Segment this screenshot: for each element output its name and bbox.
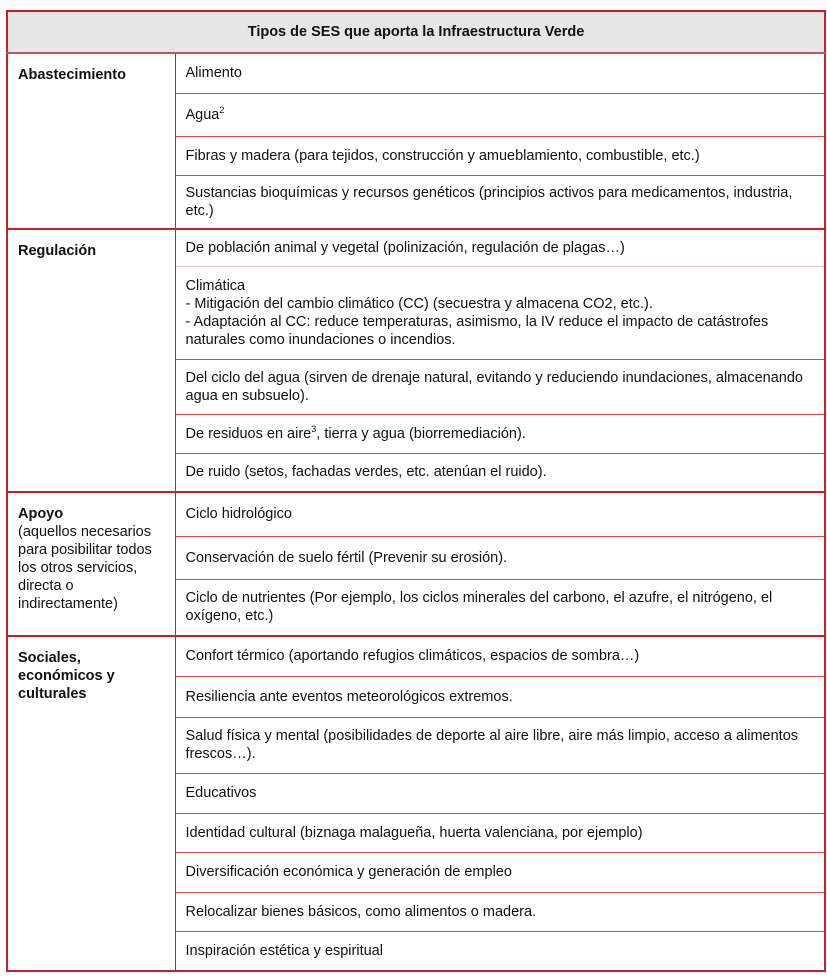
service-item <box>175 414 825 453</box>
service-item: Del ciclo del agua (sirven de drenaje natural, evitando y reduciendo inundaciones, almacenando agua en subsuelo). <box>175 359 825 414</box>
footnote-ref: 2 <box>219 104 225 115</box>
service-item: Confort térmico (aportando refugios climáticos, espacios de sombra…) <box>175 636 825 676</box>
service-item: De ruido (setos, fachadas verdes, etc. atenúan el ruido). <box>175 453 825 492</box>
category-abastecimiento <box>7 53 175 229</box>
category-title: Abastecimiento <box>18 67 126 83</box>
service-item: Conservación de suelo fértil (Prevenir su erosión). <box>175 536 825 579</box>
category-title: Apoyo <box>18 506 64 522</box>
service-line: - Adaptación al CC: reduce temperaturas, asimismo, la IV reduce el impacto de catástrofes naturales como inundaciones o incendios. <box>185 313 769 348</box>
service-item: Salud física y mental (posibilidades de deporte al aire libre, aire más limpio, acceso a alimentos frescos…). <box>175 717 825 773</box>
table-row <box>7 492 825 536</box>
service-item: Diversificación económica y generación de empleo <box>175 852 825 892</box>
service-item: Inspiración estética y espiritual <box>175 931 825 971</box>
service-item: Alimento <box>175 53 825 93</box>
ses-table <box>6 10 826 972</box>
service-item: Ciclo hidrológico <box>175 492 825 536</box>
service-item: Resiliencia ante eventos meteorológicos extremos. <box>175 676 825 717</box>
table-row <box>7 636 825 676</box>
table-row <box>7 229 825 266</box>
footnote-ref: 3 <box>311 423 317 434</box>
table-title: Tipos de SES que aporta la Infraestructura Verde <box>7 11 825 53</box>
service-item: Relocalizar bienes básicos, como alimentos o madera. <box>175 892 825 931</box>
category-regulacion <box>7 229 175 492</box>
service-item: Fibras y madera (para tejidos, construcción y amueblamiento, combustible, etc.) <box>175 136 825 175</box>
service-line: Climática <box>185 277 246 294</box>
service-item <box>175 93 825 136</box>
service-item: Ciclo de nutrientes (Por ejemplo, los ciclos minerales del carbono, el azufre, el nitrógeno, el oxígeno, etc.) <box>175 579 825 636</box>
category-apoyo <box>7 492 175 636</box>
category-sociales <box>7 636 175 971</box>
service-item: De población animal y vegetal (polinización, regulación de plagas…) <box>175 229 825 266</box>
service-line: - Mitigación del cambio climático (CC) (secuestra y almacena CO2, etc.). <box>185 295 653 312</box>
category-subtitle: (aquellos necesarios para posibilitar todos los otros servicios, directa o indirectamente) <box>18 524 152 612</box>
service-item: Sustancias bioquímicas y recursos genéticos (principios activos para medicamentos, industria, etc.) <box>175 175 825 229</box>
service-text: Agua <box>185 106 220 123</box>
service-item-climatica <box>175 266 825 359</box>
category-title: Sociales, económicos y culturales <box>18 650 115 702</box>
service-item: Educativos <box>175 773 825 813</box>
service-item: Identidad cultural (biznaga malagueña, huerta valenciana, por ejemplo) <box>175 813 825 852</box>
table-row <box>7 53 825 93</box>
service-text-after: , tierra y agua (biorremediación). <box>316 425 526 442</box>
category-title: Regulación <box>18 243 97 259</box>
table-header-row <box>7 11 825 53</box>
service-text: De residuos en aire <box>185 425 312 442</box>
